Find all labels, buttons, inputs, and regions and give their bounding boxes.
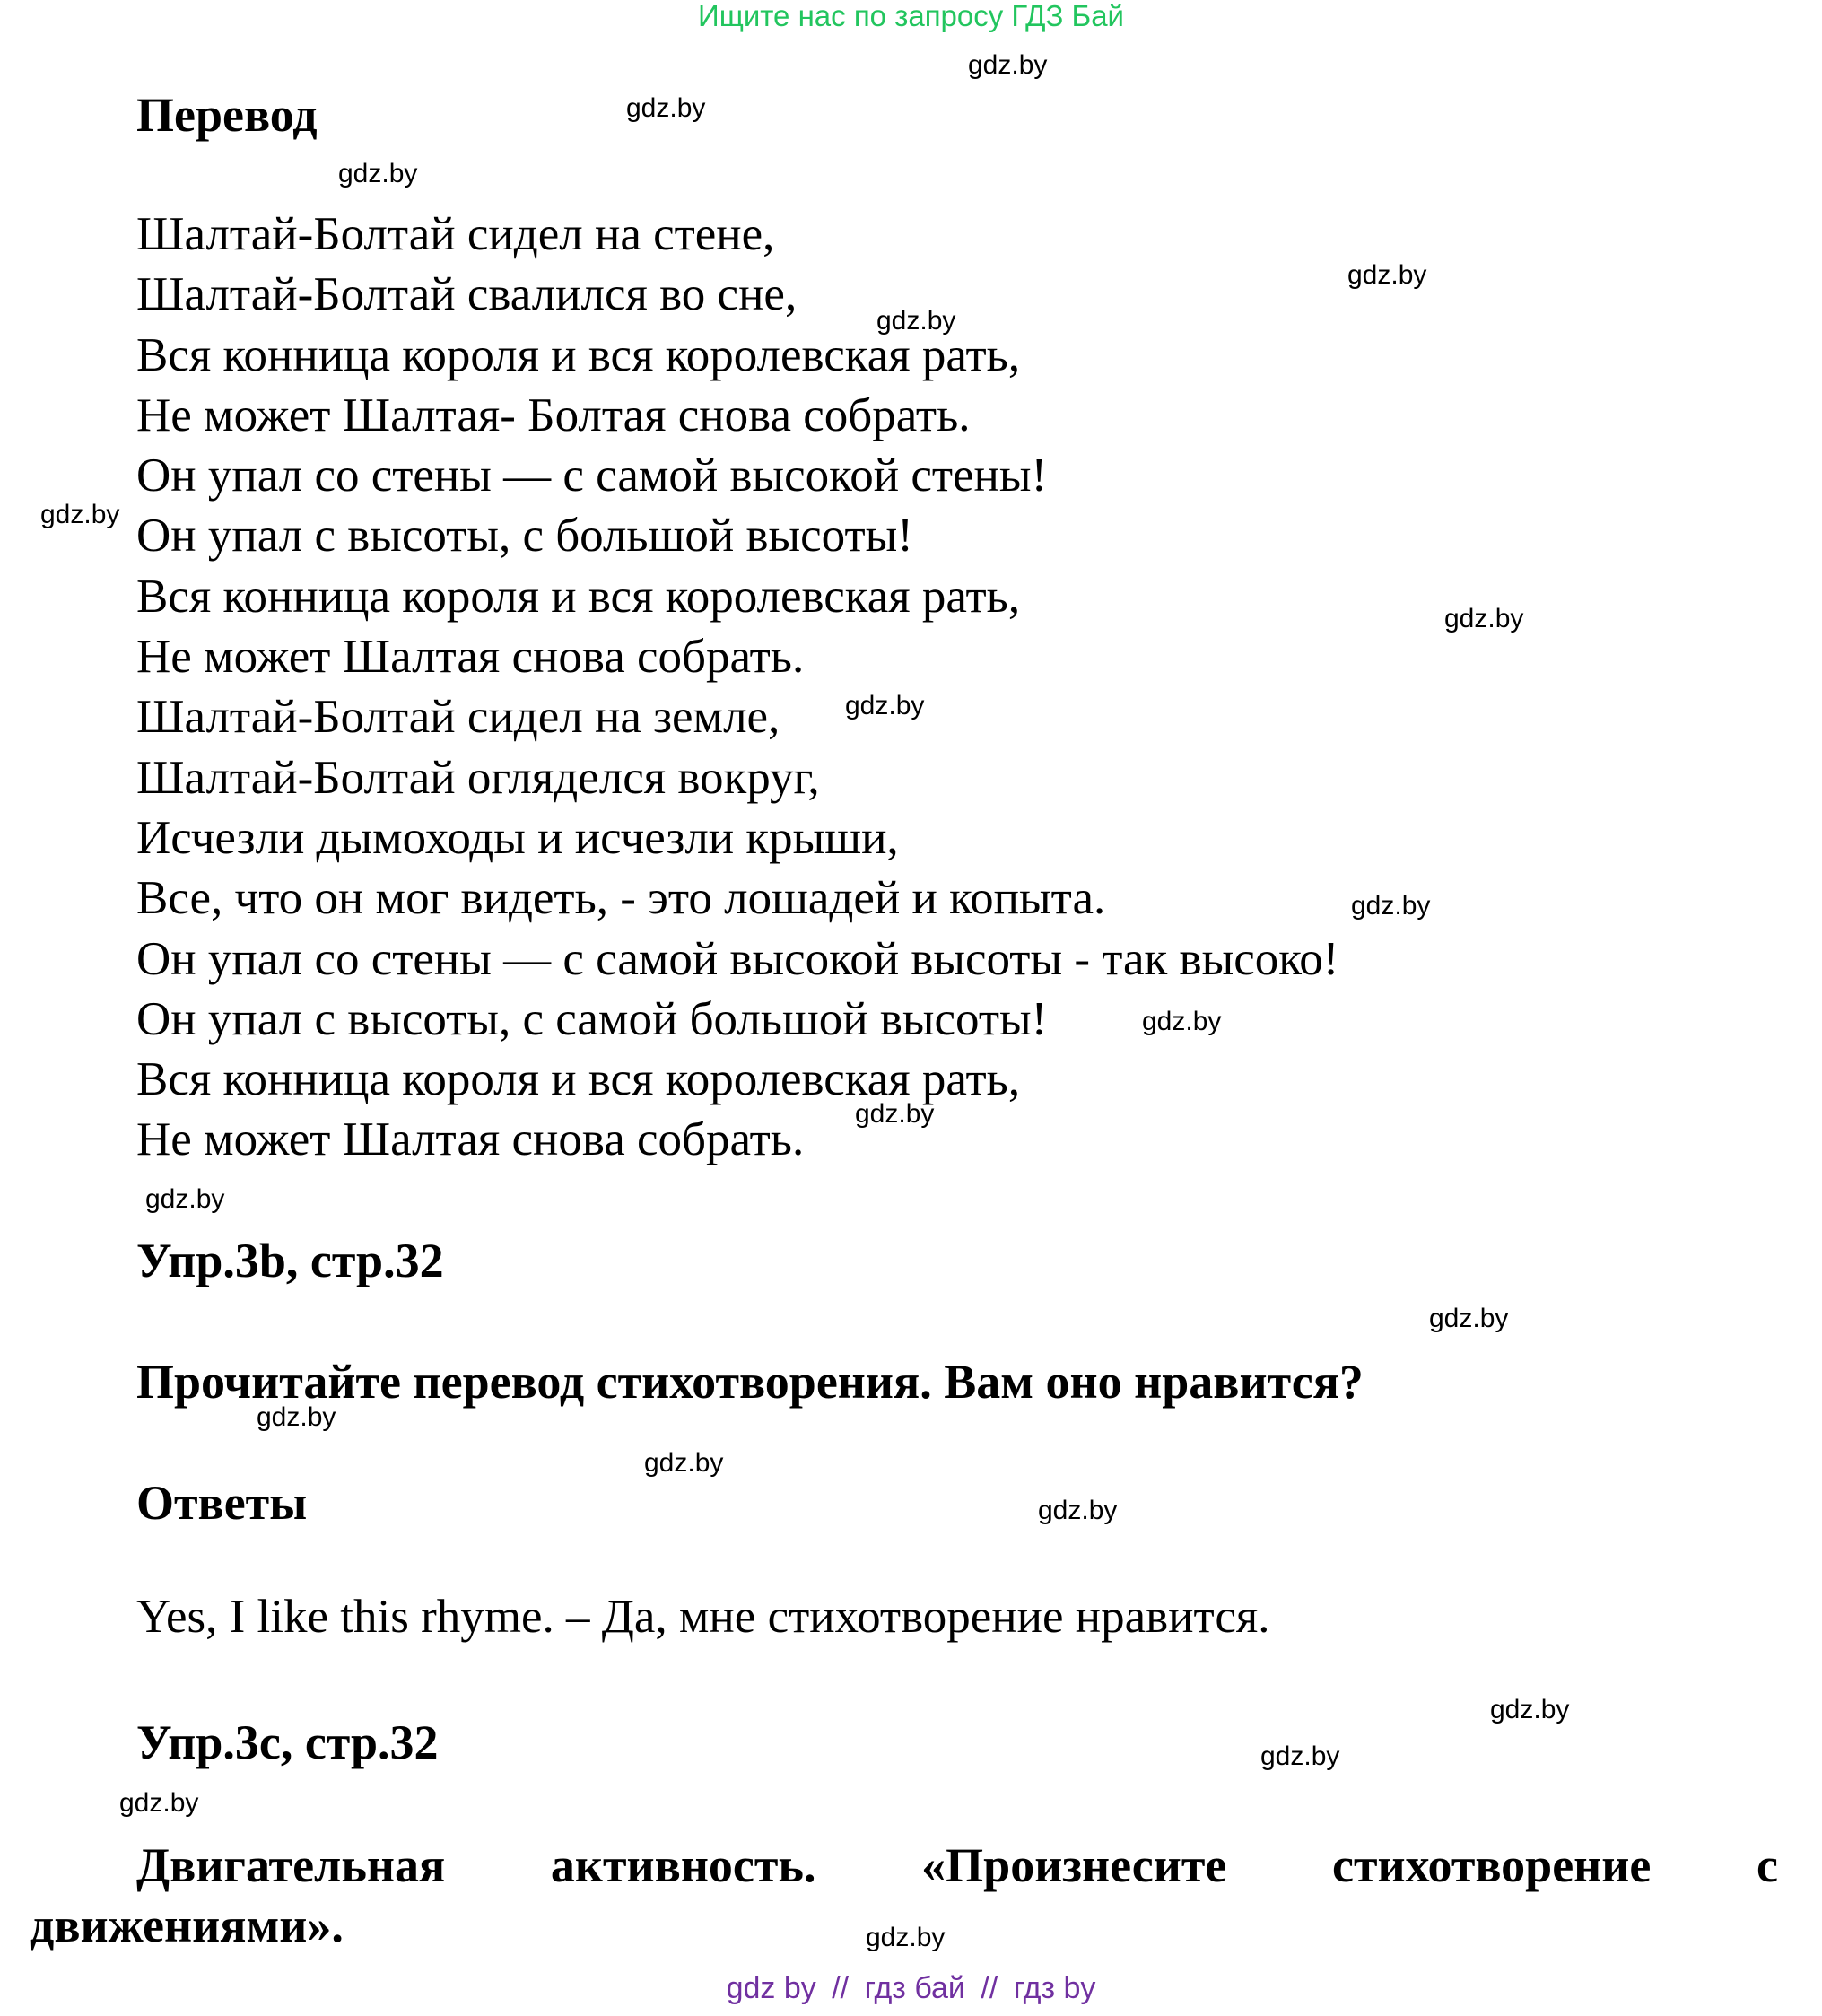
poem-line: Вся конница короля и вся королевская рать,: [136, 1053, 1021, 1106]
top-banner: Ищите нас по запросу ГДЗ Бай: [698, 0, 1124, 32]
instruction-word: активность.: [550, 1838, 816, 1892]
watermark: gdz.by: [1490, 1695, 1570, 1724]
watermark: gdz.by: [876, 306, 956, 336]
instruction-word: стихотворение: [1332, 1838, 1652, 1892]
poem-line: Вся конница короля и вся королевская рать,: [136, 328, 1021, 381]
footer-link[interactable]: gdz by: [726, 1971, 816, 2005]
watermark: gdz.by: [40, 500, 120, 529]
poem-line: Не может Шалтая снова собрать.: [136, 631, 805, 684]
watermark: gdz.by: [855, 1099, 935, 1129]
watermark: gdz.by: [866, 1923, 946, 1952]
poem-line: Не может Шалтая- Болтая снова собрать.: [136, 388, 971, 441]
exercise-3b-answer: Yes, I like this rhyme. – Да, мне стихотворение нравится.: [136, 1591, 1270, 1643]
watermark: gdz.by: [1260, 1741, 1340, 1771]
footer-links: [0, 1970, 1822, 2006]
watermark: gdz.by: [119, 1788, 199, 1818]
watermark: gdz.by: [626, 93, 706, 123]
watermark: gdz.by: [968, 50, 1048, 80]
footer-separator: //: [832, 1971, 850, 2005]
watermark: gdz.by: [338, 159, 418, 188]
watermark: gdz.by: [845, 691, 925, 720]
watermark: gdz.by: [145, 1184, 225, 1214]
watermark: gdz.by: [1429, 1304, 1509, 1333]
instruction-word: с: [1757, 1838, 1778, 1892]
exercise-3c-instruction: [136, 1838, 1778, 1892]
watermark: gdz.by: [1444, 604, 1524, 633]
poem-line: Не может Шалтая снова собрать.: [136, 1113, 805, 1166]
footer-separator: //: [981, 1971, 998, 2005]
poem-line: Шалтай-Болтай сидел на стене,: [136, 208, 775, 260]
instruction-word: «Произнесите: [921, 1838, 1227, 1892]
poem-line: Он упал со стены — с самой высокой стены!: [136, 449, 1048, 502]
poem-line: Шалтай-Болтай свалился во сне,: [136, 268, 798, 321]
watermark: gdz.by: [644, 1448, 724, 1478]
translation-heading: Перевод: [136, 88, 318, 142]
answers-heading: Ответы: [136, 1476, 308, 1530]
poem-line: Вся конница короля и вся королевская рать,: [136, 570, 1021, 623]
exercise-3b-instruction: Прочитайте перевод стихотворения. Вам оно нравится?: [136, 1355, 1364, 1409]
poem-line: Шалтай-Болтай сидел на земле,: [136, 691, 780, 744]
watermark: gdz.by: [1142, 1007, 1222, 1036]
poem-line: Он упал с высоты, с большой высоты!: [136, 510, 913, 563]
poem-line: Исчезли дымоходы и исчезли крыши,: [136, 811, 899, 864]
watermark: gdz.by: [1351, 891, 1431, 921]
poem-line: Он упал с высоты, с самой большой высоты!: [136, 992, 1048, 1045]
watermark: gdz.by: [257, 1402, 336, 1432]
footer-link[interactable]: гдз by: [1013, 1971, 1096, 2005]
exercise-3c-heading: Упр.3c, стр.32: [136, 1715, 439, 1769]
poem-line: Все, что он мог видеть, - это лошадей и копыта.: [136, 872, 1106, 925]
footer-link[interactable]: гдз бай: [864, 1971, 965, 2005]
poem-line: Шалтай-Болтай огляделся вокруг,: [136, 751, 820, 804]
exercise-3b-heading: Упр.3b, стр.32: [136, 1234, 444, 1287]
instruction-word: Двигательная: [136, 1838, 446, 1892]
watermark: gdz.by: [1038, 1496, 1118, 1525]
watermark: gdz.by: [1347, 260, 1427, 290]
exercise-3c-instruction-continuation: движениями».: [30, 1898, 344, 1952]
poem-line: Он упал со стены — с самой высокой высоты - так высоко!: [136, 932, 1339, 985]
